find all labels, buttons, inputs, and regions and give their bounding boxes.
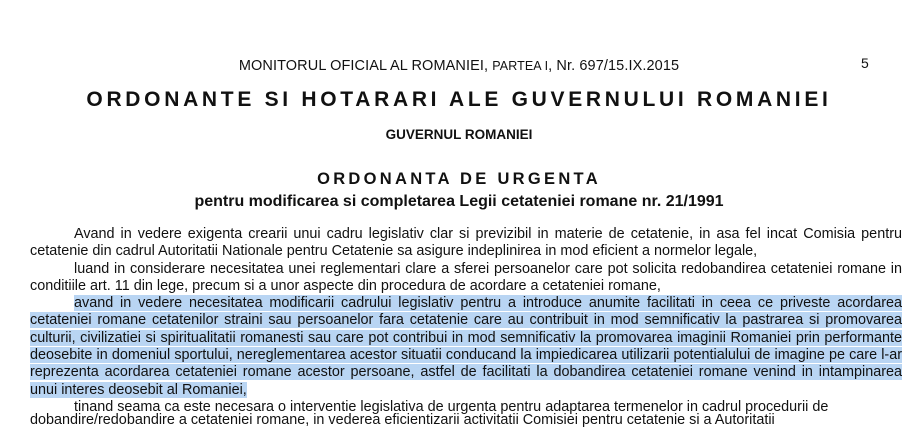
- preamble-text[interactable]: [30, 226, 902, 416]
- cut-off-line: [30, 412, 902, 429]
- paragraph[interactable]: Avand in vedere exigenta crearii unui cadru legislativ clar si previzibil in materie de cetatenie, in asa fel incat Comisia pentru cetatenie din cadrul Autoritatii Nationale pentru Cetatenie sa asigure indeplinirea in mod eficient a normelor legale,: [30, 226, 902, 260]
- paragraph[interactable]: tinand seama ca este necesara o interventie legislativa de urgenta pentru adaptarea termenelor in cadrul procedurii de: [74, 398, 829, 415]
- issuer-heading: GUVERNUL ROMANIEI: [385, 127, 533, 142]
- selected-paragraph[interactable]: [30, 295, 902, 399]
- text-selection[interactable]: avand in vedere necesitatea modificarii cadrului legislativ pentru a introduce anumite facilitati in ceea ce priveste acordarea cetateniei romane cetatenilor straini sau persoanelor fara cetatenie care au contribuit in mod semnificativ la pastrarea si promovarea culturii, civilizatiei si spiritualitatii romanesti sau care pot contribui in mod semnificativ la promovarea imaginii Romaniei prin performante deosebite in domeniul sportului, nereglementarea acestor situatii conducand la impiedicarea utilizarii potentialului de imagine pe care l-ar reprezenta acordarea cetateniei romane acestor persoane, astfel de facilitati la dobandirea cetateniei romane venind in intampinarea unui interes deosebit al Romaniei,: [30, 295, 902, 398]
- gazette-header: [0, 58, 918, 74]
- cut-off-text: dobandire/redobandire a cetateniei romane, in vederea eficientizarii activitatii Comisiei pentru cetatenie si a Autoritatii: [30, 412, 775, 428]
- gazette-issue: , Nr. 697/15.IX.2015: [548, 58, 680, 74]
- page-number: 5: [861, 55, 869, 71]
- document-type: ORDONANTA DE URGENTA: [317, 170, 601, 188]
- section-title: ORDONANTE SI HOTARARI ALE GUVERNULUI ROMANIEI: [86, 88, 832, 111]
- gazette-title: MONITORUL OFICIAL AL ROMANIEI,: [238, 58, 493, 74]
- paragraph[interactable]: luand in considerare necesitatea unei reglementari clare a sferei persoanelor care pot solicita redobandirea cetateniei romane in conditiile art. 11 din lege, precum si a unor aspecte din procedura de acordare a cetateniei romane,: [30, 260, 902, 294]
- document-subtitle: pentru modificarea si completarea Legii cetateniei romane nr. 21/1991: [194, 193, 724, 210]
- gazette-part: PARTEA I: [492, 59, 549, 73]
